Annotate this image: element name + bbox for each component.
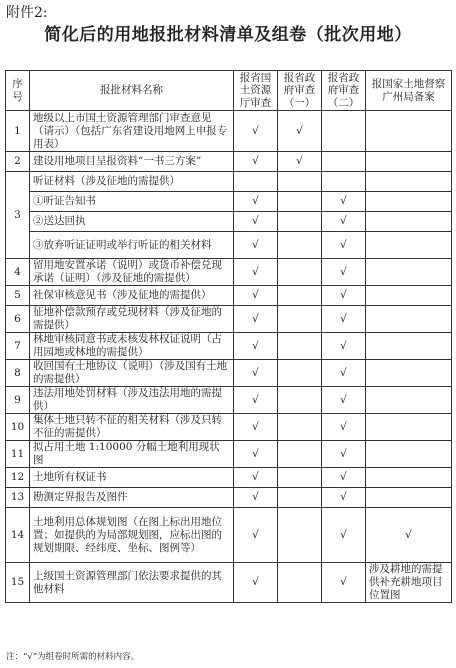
check-cell-3: √	[322, 333, 366, 360]
check-cell-3: √	[322, 468, 366, 488]
check-cell-3: √	[322, 441, 366, 468]
table-row	[6, 111, 452, 152]
table-row	[6, 192, 452, 212]
check-cell-2	[278, 306, 322, 333]
material-name: 听证材料（涉及征地的需提供）	[30, 172, 234, 192]
header-provincial-land-dept: 报省国土资源厅审查	[234, 71, 278, 111]
row-number: 12	[6, 468, 30, 488]
check-cell-4	[366, 152, 452, 172]
table-row	[6, 259, 452, 286]
check-cell-1: √	[234, 212, 278, 232]
check-cell-2: √	[278, 111, 322, 152]
row-number: 7	[6, 333, 30, 360]
check-cell-4	[366, 333, 452, 360]
check-cell-2	[278, 387, 322, 414]
header-no: 序号	[6, 71, 30, 111]
footer-note: 注：“√”为组卷时所需的材料内容。	[6, 652, 140, 662]
header-provincial-gov-2: 报省政府审查（二）	[322, 71, 366, 111]
check-cell-2	[278, 333, 322, 360]
check-cell-4: 涉及耕地的需提供补充耕地项目位置图	[366, 563, 452, 603]
check-cell-1: √	[234, 111, 278, 152]
row-number: 1	[6, 111, 30, 152]
check-cell-3	[322, 152, 366, 172]
check-cell-2	[278, 259, 322, 286]
check-cell-2	[278, 414, 322, 441]
check-cell-1	[234, 172, 278, 192]
table-row	[6, 468, 452, 488]
check-cell-2	[278, 172, 322, 192]
table-row	[6, 563, 452, 603]
check-cell-1: √	[234, 232, 278, 259]
check-cell-4	[366, 192, 452, 212]
material-name: 社保审核意见书（涉及征地的需提供）	[30, 286, 234, 306]
check-cell-1: √	[234, 387, 278, 414]
material-name: 土地所有权证书	[30, 468, 234, 488]
check-cell-2	[278, 212, 322, 232]
check-cell-4	[366, 286, 452, 306]
check-cell-4	[366, 111, 452, 152]
row-number: 11	[6, 441, 30, 468]
check-cell-3: √	[322, 360, 366, 387]
check-cell-1: √	[234, 152, 278, 172]
check-cell-3: √	[322, 212, 366, 232]
table-row	[6, 387, 452, 414]
table-row	[6, 306, 452, 333]
check-cell-3: √	[322, 414, 366, 441]
row-number: 5	[6, 286, 30, 306]
check-cell-2	[278, 232, 322, 259]
check-cell-2	[278, 468, 322, 488]
check-cell-3: √	[322, 306, 366, 333]
check-cell-3	[322, 111, 366, 152]
check-cell-4	[366, 441, 452, 468]
check-cell-4: √	[366, 508, 452, 563]
check-cell-1: √	[234, 468, 278, 488]
table-row	[6, 360, 452, 387]
table-row	[6, 488, 452, 508]
materials-table	[5, 70, 452, 603]
table-row	[6, 152, 452, 172]
check-cell-4	[366, 360, 452, 387]
check-cell-3: √	[322, 488, 366, 508]
check-cell-4	[366, 259, 452, 286]
header-material: 报批材料名称	[30, 71, 234, 111]
check-cell-4	[366, 414, 452, 441]
check-cell-3: √	[322, 508, 366, 563]
check-cell-4	[366, 172, 452, 192]
material-name: 地级以上市国土资源管理部门审查意见（请示）（包括广东省建设用地网上申报专用表）	[30, 111, 234, 152]
table-row	[6, 441, 452, 468]
row-number: 3	[6, 172, 30, 259]
row-number: 9	[6, 387, 30, 414]
material-name: 征地补偿款预存或兑现材料（涉及征地的需提供）	[30, 306, 234, 333]
material-name: 土地利用总体规划图（在图上标出用地位置；如提供的为局部规划图，应标出图的规划期限、经纬度、坐标、图例等）	[30, 508, 234, 563]
check-cell-1: √	[234, 563, 278, 603]
check-cell-2	[278, 441, 322, 468]
material-name: ③放弃听证证明或举行听证的相关材料	[30, 232, 234, 259]
check-cell-4	[366, 488, 452, 508]
check-cell-4	[366, 212, 452, 232]
check-cell-1: √	[234, 508, 278, 563]
check-cell-1: √	[234, 306, 278, 333]
check-cell-1: √	[234, 286, 278, 306]
row-number: 6	[6, 306, 30, 333]
check-cell-3: √	[322, 563, 366, 603]
check-cell-1: √	[234, 259, 278, 286]
row-number: 13	[6, 488, 30, 508]
check-cell-3	[322, 172, 366, 192]
check-cell-2: √	[278, 152, 322, 172]
check-cell-4	[366, 232, 452, 259]
check-cell-1: √	[234, 333, 278, 360]
check-cell-3: √	[322, 387, 366, 414]
table-row	[6, 414, 452, 441]
material-name: 上级国土资源管理部门依法要求提供的其他材料	[30, 563, 234, 603]
check-cell-3: √	[322, 286, 366, 306]
material-name: 违法用地处罚材料（涉及违法用地的需提供）	[30, 387, 234, 414]
material-name: 林地审核同意书或未核发林权证说明（占用园地或林地的需提供）	[30, 333, 234, 360]
row-number: 2	[6, 152, 30, 172]
table-row	[6, 172, 452, 192]
material-name: ②送达回执	[30, 212, 234, 232]
table-row	[6, 212, 452, 232]
table-row	[6, 508, 452, 563]
check-cell-3: √	[322, 232, 366, 259]
row-number: 15	[6, 563, 30, 603]
check-cell-2	[278, 360, 322, 387]
check-cell-3: √	[322, 192, 366, 212]
header-national-inspectorate: 报国家土地督察广州局备案	[366, 71, 452, 111]
material-name: 拟占用土地 1:10000 分幅土地利用现状图	[30, 441, 234, 468]
check-cell-4	[366, 306, 452, 333]
row-number: 8	[6, 360, 30, 387]
page-title: 简化后的用地报批材料清单及组卷（批次用地）	[44, 25, 412, 45]
material-name: 勘测定界报告及图件	[30, 488, 234, 508]
header-provincial-gov-1: 报省政府审查（一）	[278, 71, 322, 111]
row-number: 10	[6, 414, 30, 441]
check-cell-2	[278, 286, 322, 306]
check-cell-2	[278, 192, 322, 212]
check-cell-2	[278, 563, 322, 603]
annex-label: 附件2:	[6, 5, 48, 21]
table-header-row	[6, 71, 452, 111]
material-name: ①听证告知书	[30, 192, 234, 212]
material-name: 收回国有土地协议（说明）（涉及国有土地的需提供）	[30, 360, 234, 387]
material-name: 集体土地只转不征的相关材料（涉及只转不征的需提供）	[30, 414, 234, 441]
material-name: 建设用地项目呈报资料“一书三方案”	[30, 152, 234, 172]
check-cell-1: √	[234, 360, 278, 387]
check-cell-2	[278, 508, 322, 563]
check-cell-4	[366, 387, 452, 414]
check-cell-3: √	[322, 259, 366, 286]
check-cell-1: √	[234, 192, 278, 212]
check-cell-4	[366, 468, 452, 488]
check-cell-2	[278, 488, 322, 508]
check-cell-1: √	[234, 441, 278, 468]
row-number: 4	[6, 259, 30, 286]
check-cell-1: √	[234, 414, 278, 441]
table-row	[6, 232, 452, 259]
table-row	[6, 333, 452, 360]
check-cell-1: √	[234, 488, 278, 508]
table-row	[6, 286, 452, 306]
material-name: 留用地安置承诺（说明）或货币补偿兑现承诺（证明）（涉及征地的需提供）	[30, 259, 234, 286]
row-number: 14	[6, 508, 30, 563]
